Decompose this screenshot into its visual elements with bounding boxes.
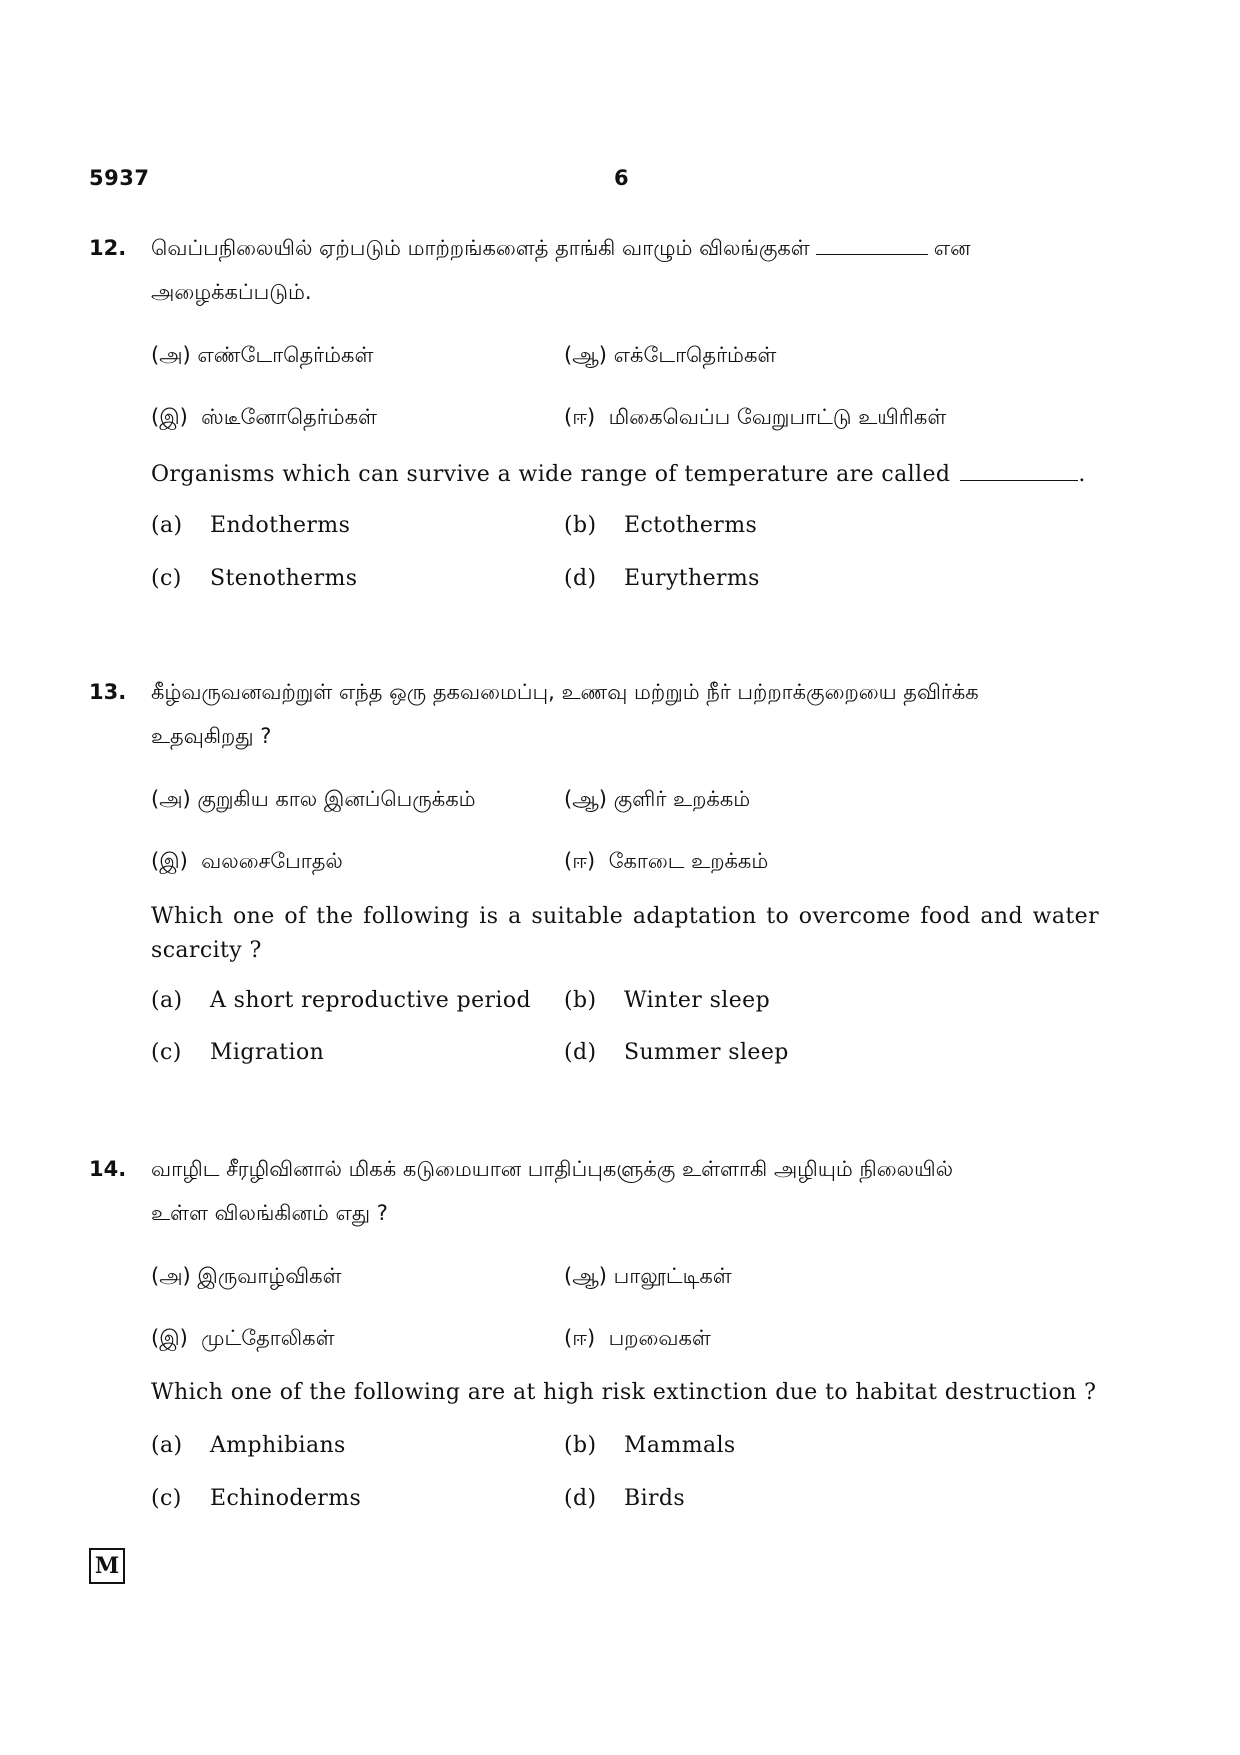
option-label: (d) <box>564 1040 597 1065</box>
option-text: பறவைகள் <box>608 1326 711 1350</box>
question-tamil-text: வெப்பநிலையில் ஏற்படும் மாற்றங்களைத் தாங்கி வாழும் விலங்குகள் <box>151 236 810 260</box>
question-tamil-line1 <box>151 226 971 271</box>
question-english-stem <box>151 460 1086 487</box>
option-text: எக்டோதெர்ம்கள் <box>613 343 777 367</box>
option-label: (c) <box>151 1486 182 1511</box>
question-number: 14. <box>89 1157 127 1181</box>
option-text: Amphibians <box>210 1433 346 1458</box>
tamil-option <box>564 333 776 378</box>
option-label: (இ) <box>151 849 188 873</box>
question-english-end: . <box>1078 462 1086 487</box>
option-text: Eurytherms <box>624 566 760 591</box>
option-label: (ஈ) <box>564 1326 596 1350</box>
tamil-option <box>151 333 373 378</box>
option-label: (அ) <box>151 787 191 811</box>
tamil-option <box>151 839 343 884</box>
option-text: இருவாழ்விகள் <box>197 1264 342 1288</box>
page-number: 6 <box>614 166 630 190</box>
question-number: 13. <box>89 680 127 704</box>
tamil-option <box>151 395 377 440</box>
tamil-option <box>564 1316 711 1361</box>
option-label: (c) <box>151 566 182 591</box>
question-english-text: Organisms which can survive a wide range of temperature are called <box>151 462 951 487</box>
option-label: (a) <box>151 988 183 1013</box>
question-tamil-line1: வாழிட சீரழிவினால் மிகக் கடுமையான பாதிப்புகளுக்கு உள்ளாகி அழியும் நிலையில் <box>151 1157 954 1181</box>
option-label: (ஈ) <box>564 849 596 873</box>
option-text: முட்தோலிகள் <box>201 1326 335 1350</box>
option-label: (அ) <box>151 1264 191 1288</box>
option-label: (a) <box>151 1433 183 1458</box>
option-text: Mammals <box>624 1433 736 1458</box>
option-label: (ஆ) <box>564 343 607 367</box>
option-text: Migration <box>210 1040 325 1065</box>
option-text: குறுகிய கால இனப்பெருக்கம் <box>197 787 476 811</box>
option-text: A short reproductive period <box>210 988 531 1013</box>
option-label: (இ) <box>151 405 188 429</box>
question-number: 12. <box>89 236 127 260</box>
tamil-option <box>564 777 750 822</box>
tamil-option <box>151 1316 335 1361</box>
option-text: ஸ்டீனோதெர்ம்கள் <box>201 405 377 429</box>
question-tamil-line2: உதவுகிறது ? <box>151 724 272 748</box>
answer-blank <box>960 460 1078 481</box>
option-text: மிகைவெப்ப வேறுபாட்டு உயிரிகள் <box>608 405 947 429</box>
tamil-option <box>564 1254 732 1299</box>
option-label: (c) <box>151 1040 182 1065</box>
option-text: Ectotherms <box>624 513 758 538</box>
tamil-option <box>564 395 946 440</box>
option-text: பாலூட்டிகள் <box>613 1264 732 1288</box>
option-label: (b) <box>564 1433 597 1458</box>
option-text: Birds <box>624 1486 686 1511</box>
option-text: Echinoderms <box>210 1486 362 1511</box>
option-text: எண்டோதெர்ம்கள் <box>197 343 374 367</box>
question-tamil-line2: அழைக்கப்படும். <box>151 280 312 304</box>
option-label: (b) <box>564 988 597 1013</box>
medium-mark-box: M <box>89 1548 125 1584</box>
option-label: (ஆ) <box>564 1264 607 1288</box>
option-text: Summer sleep <box>624 1040 789 1065</box>
option-label: (d) <box>564 566 597 591</box>
option-text: Stenotherms <box>210 566 358 591</box>
option-label: (இ) <box>151 1326 188 1350</box>
tamil-option <box>151 777 476 822</box>
paper-code: 5937 <box>89 166 150 190</box>
question-tamil-line1: கீழ்வருவனவற்றுள் எந்த ஒரு தகவமைப்பு, உணவு மற்றும் நீர் பற்றாக்குறையை தவிர்க்க <box>151 680 979 704</box>
option-label: (a) <box>151 513 183 538</box>
option-text: கோடை உறக்கம் <box>608 849 769 873</box>
option-text: Endotherms <box>210 513 351 538</box>
option-label: (b) <box>564 513 597 538</box>
option-label: (ஈ) <box>564 405 596 429</box>
question-tamil-line2: உள்ள விலங்கினம் எது ? <box>151 1201 388 1225</box>
tamil-option <box>564 839 768 884</box>
option-label: (ஆ) <box>564 787 607 811</box>
question-english-stem: Which one of the following is a suitable adaptation to overcome food and water scarcity ? <box>151 904 1099 963</box>
option-text: குளிர் உறக்கம் <box>613 787 751 811</box>
option-label: (அ) <box>151 343 191 367</box>
option-text: Winter sleep <box>624 988 771 1013</box>
answer-blank <box>816 234 928 255</box>
question-english-stem: Which one of the following are at high risk extinction due to habitat destruction ? <box>151 1380 1097 1405</box>
option-label: (d) <box>564 1486 597 1511</box>
question-tamil-end: என <box>933 236 971 260</box>
option-text: வலசைபோதல் <box>201 849 343 873</box>
tamil-option <box>151 1254 342 1299</box>
